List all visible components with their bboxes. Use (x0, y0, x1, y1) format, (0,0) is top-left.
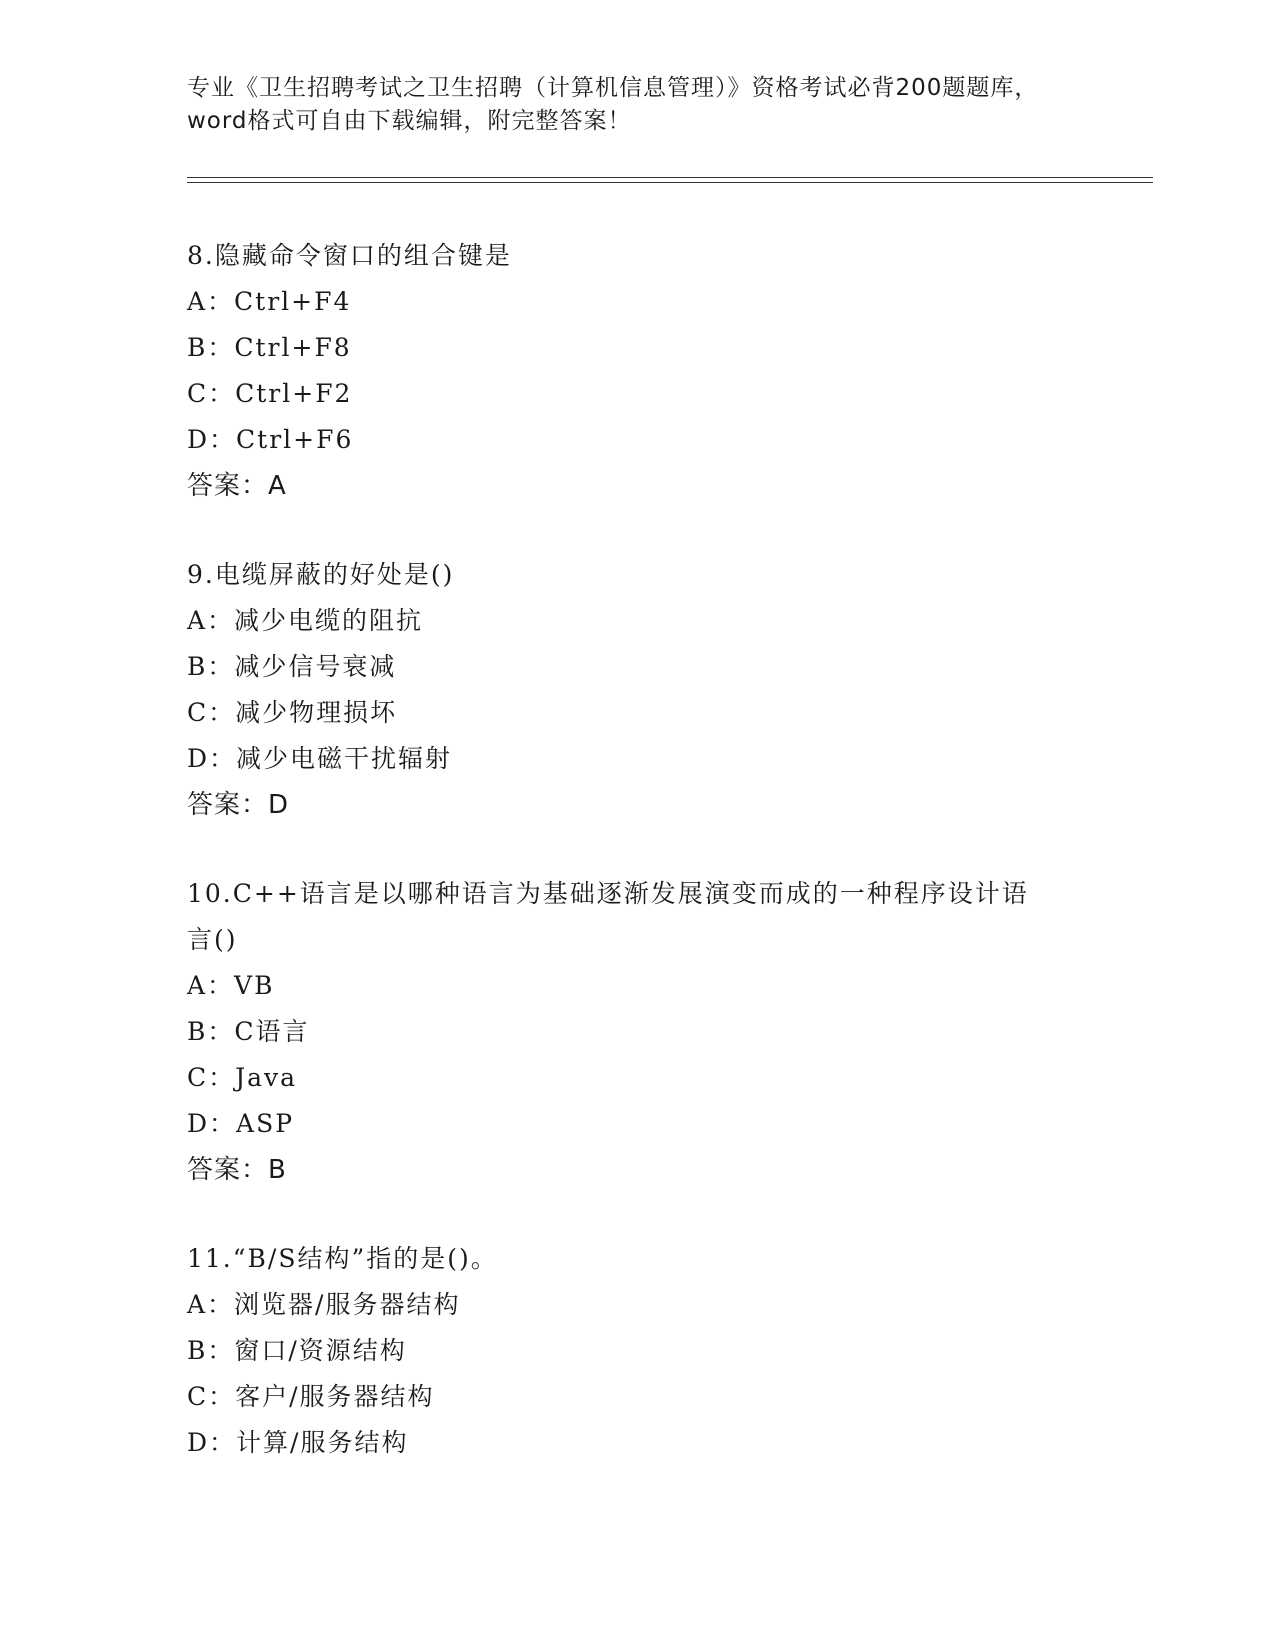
header-line-2: word格式可自由下载编辑，附完整答案！ (187, 108, 632, 134)
option-c: C：减少物理损坏 (187, 698, 398, 727)
option-d: D：减少电磁干扰辐射 (187, 744, 453, 773)
question-block-10 (187, 871, 1087, 1193)
question-title: 9.电缆屏蔽的好处是() (187, 560, 455, 589)
option-d: D：计算/服务结构 (187, 1428, 409, 1457)
question-title: 8.隐藏命令窗口的组合键是 (187, 241, 512, 270)
option-c: C：客户/服务器结构 (187, 1382, 435, 1411)
option-a: A：减少电缆的阻抗 (187, 606, 424, 635)
document-header (187, 72, 1087, 138)
question-block-11 (187, 1236, 1087, 1466)
option-b: B：Ctrl+F8 (187, 333, 352, 362)
header-rule-bottom (187, 182, 1153, 183)
option-c: C：Ctrl+F2 (187, 379, 353, 408)
option-b: B：C语言 (187, 1017, 310, 1046)
option-c: C：Java (187, 1063, 298, 1092)
question-title: 11.“B/S结构”指的是()。 (187, 1244, 498, 1273)
option-a: A：浏览器/服务器结构 (187, 1290, 461, 1319)
answer-label: 答案：B (187, 1155, 287, 1185)
option-b: B：窗口/资源结构 (187, 1336, 407, 1365)
option-d: D：ASP (187, 1109, 295, 1138)
header-rule-top (187, 177, 1153, 178)
option-d: D：Ctrl+F6 (187, 425, 354, 454)
answer-label: 答案：D (187, 790, 290, 820)
question-block-8 (187, 233, 1087, 509)
question-block-9 (187, 552, 1087, 828)
question-title: 10.C++语言是以哪种语言为基础逐渐发展演变而成的一种程序设计语言() (187, 879, 1029, 954)
option-b: B：减少信号衰减 (187, 652, 397, 681)
header-line-1: 专业《卫生招聘考试之卫生招聘（计算机信息管理）》资格考试必背200题题库， (187, 75, 1039, 101)
answer-label: 答案：A (187, 471, 287, 501)
option-a: A：Ctrl+F4 (187, 287, 352, 316)
option-a: A：VB (187, 971, 275, 1000)
